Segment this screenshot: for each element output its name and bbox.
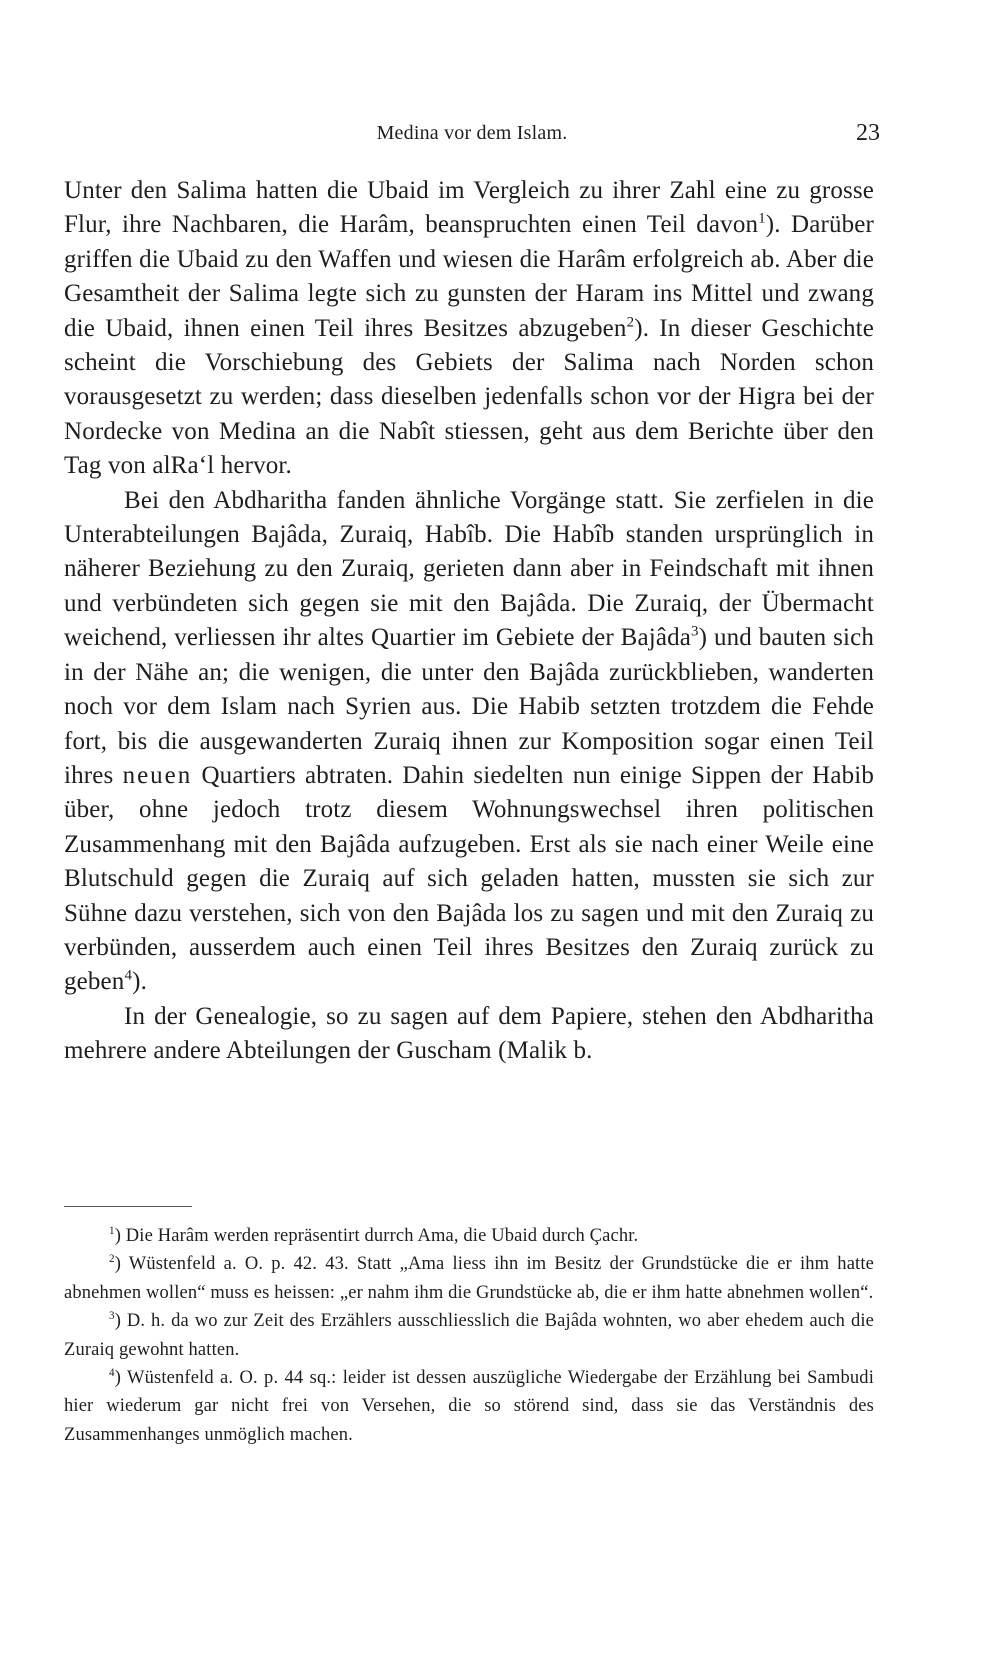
page-number: 23 xyxy=(856,120,880,146)
footnote-marker-4: 4 xyxy=(109,1366,115,1379)
paragraph-1-text-c: ). In dieser Geschichte scheint die Vorschiebung des Gebiets der Salima nach Norden schon vorausgesetzt zu werden; dass dieselben jedenfalls schon vor der Higra bei der Nordecke von Medina an die Nabît stiessen, geht aus dem Berichte über den Tag von alRa‘l hervor. xyxy=(64,314,874,480)
footnote-ref-3: 3 xyxy=(690,623,699,640)
paragraph-3-text: In der Genealogie, so zu sagen auf dem Papiere, stehen den Abdharitha mehrere andere Abteilungen der Guscham (Malik b. xyxy=(64,1002,874,1065)
paragraph-2 xyxy=(64,484,874,1000)
emphasized-word: neuen xyxy=(122,761,193,789)
paragraph-2-text-c: Quartiers abtraten. Dahin siedelten nun einige Sippen der Habib über, ohne jedoch trotz diesem Wohnungswechsel ihren politischen Zusammenhang mit den Bajâda aufzugeben. Erst als sie nach einer Weile eine Blutschuld gegen die Zuraiq auf sich geladen hatten, mussten sie sich zur Sühne dazu verstehen, sich von den Bajâda los zu sagen und mit den Zuraiq zu verbünden, ausserdem auch einen Teil ihres Besitzes den Zuraiq zurück zu geben xyxy=(64,761,875,996)
footnote-1 xyxy=(64,1222,874,1250)
paragraph-2-text-b: ) und bauten sich in der Nähe an; die wenigen, die unter den Bajâda zurückblieben, wanderten noch vor dem Islam nach Syrien aus. Die Habib setzten trotzdem die Fehde fort, bis die ausgewanderten Zuraiq ihnen zur Komposition sogar einen Teil ihres xyxy=(64,624,874,789)
footnote-1-text: ) Die Harâm werden repräsentirt durrch Ama, die Ubaid durch Çachr. xyxy=(114,1226,639,1246)
footnotes xyxy=(64,1222,874,1449)
running-title: Medina vor dem Islam. xyxy=(376,122,568,144)
paragraph-1-text-b: ). Darüber griffen die Ubaid zu den Waffen und wiesen die Harâm erfolgreich ab. Aber die Gesamtheit der Salima legte sich zu gunsten der Haram ins Mittel und zwang die Ubaid, ihnen einen Teil ihres Besitzes abzugeben xyxy=(64,211,874,342)
footnote-marker-1: 1 xyxy=(109,1224,115,1237)
footnote-4 xyxy=(64,1364,874,1449)
paragraph-3 xyxy=(64,1000,874,1069)
paragraph-1-text-a: Unter den Salima hatten die Ubaid im Vergleich zu ihrer Zahl eine zu grosse Flur, ihre Nachbaren, die Harâm, beanspruchten einen Teil davon xyxy=(64,177,874,239)
footnote-2-text: ) Wüstenfeld a. O. p. 42. 43. Statt „Ama liess ihn im Besitz der Grundstücke die er ihm hatte abnehmen wollen“ muss es heissen: „er nahm ihm die Grundstücke ab, die er ihm hatte abnehmen wollen“. xyxy=(64,1254,874,1303)
body-text xyxy=(64,174,874,1069)
footnote-ref-2: 2 xyxy=(626,314,635,331)
paragraph-1 xyxy=(64,174,874,484)
page-header xyxy=(64,120,880,150)
paragraph-2-text-a: Bei den Abdharitha fanden ähnliche Vorgänge statt. Sie zerfielen in die Unterabteilungen Bajâda, Zuraiq, Habîb. Die Habîb standen ursprünglich in näherer Beziehung zu den Zuraiq, gerieten dann aber in Feindschaft mit ihnen und verbündeten sich gegen sie mit den Bajâda. Die Zuraiq, der Übermacht weichend, verliessen ihr altes Quartier im Gebiete der Bajâda xyxy=(64,486,874,652)
footnote-divider xyxy=(64,1206,192,1207)
footnote-marker-3: 3 xyxy=(109,1310,115,1323)
footnote-3 xyxy=(64,1307,874,1364)
paragraph-2-text-d: ). xyxy=(132,968,147,996)
footnote-marker-2: 2 xyxy=(109,1253,115,1266)
footnote-3-text: ) D. h. da wo zur Zeit des Erzählers ausschliesslich die Bajâda wohnten, wo aber ehedem auch die Zuraiq gewohnt hatten. xyxy=(64,1311,874,1360)
footnote-ref-4: 4 xyxy=(124,968,133,985)
footnote-2 xyxy=(64,1250,874,1307)
footnote-ref-1: 1 xyxy=(758,211,766,228)
footnote-4-text: ) Wüstenfeld a. O. p. 44 sq.: leider ist dessen auszügliche Wiedergabe der Erzählung bei Sambudi hier wiederum gar nicht frei von Versehen, die so störend sind, dass sie das Verständnis des Zusammenhanges unmöglich machen. xyxy=(64,1368,874,1445)
